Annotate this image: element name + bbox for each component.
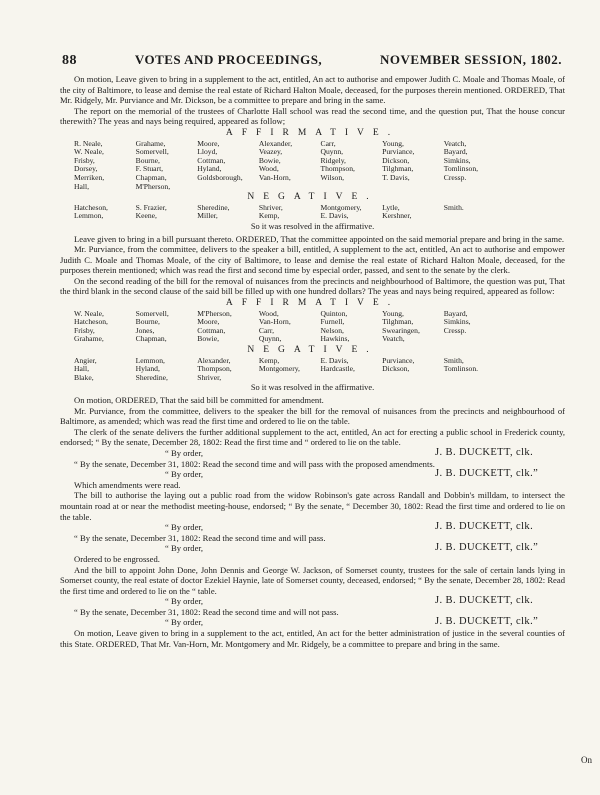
voter-name: Veatch,	[443, 138, 467, 148]
clerk-name: J. B. DUCKETT, clk.	[435, 446, 534, 458]
voter-name	[505, 365, 565, 374]
signature-line	[60, 596, 565, 607]
voter-name: Dorsey,	[74, 164, 98, 174]
voter-name	[505, 174, 565, 183]
voter-name: W. Neale,	[74, 308, 104, 318]
voter-name: Lemmon,	[135, 355, 165, 365]
voter-name: R. Neale,	[74, 138, 103, 148]
voter-name: Bayard,	[443, 147, 468, 157]
voter-name: M'Pherson,	[135, 181, 171, 191]
voter-name: Veatch,	[382, 334, 405, 344]
negative-heading: NEGATIVE.	[247, 345, 378, 356]
voter-name: Purviance,	[382, 355, 415, 365]
voter-name	[321, 374, 381, 383]
voter-name: Keene,	[135, 211, 157, 221]
voter-name: Hall,	[74, 181, 89, 191]
voter-name: Hardcastle,	[320, 364, 355, 374]
voter-name: Shriver,	[197, 372, 222, 382]
by-order: “ By order,	[165, 522, 204, 533]
page-title: VOTES AND PROCEEDINGS,	[134, 52, 323, 67]
voter-name: T. Davis,	[382, 172, 410, 182]
voter-name	[444, 374, 504, 383]
voter-name: Alexander,	[197, 355, 231, 365]
voter-name: Furnell,	[320, 317, 345, 327]
clerk-name: J. B. DUCKETT, clk.”	[435, 468, 539, 480]
voter-name: Shriver,	[258, 202, 283, 212]
voter-name: Tilghman,	[382, 164, 414, 174]
voter-name: Hyland,	[135, 364, 160, 374]
voter-name: Simkins,	[443, 155, 471, 165]
voter-name: Montgomery,	[258, 364, 300, 374]
by-order: “ By order,	[165, 469, 204, 480]
voter-name: Bourne,	[135, 317, 160, 327]
voter-name: Wood,	[258, 308, 279, 318]
paragraph: On motion, Leave given to bring in a supplement to the act, entitled, An act for the better administration of justice in the several counties of this State. ORDERED, That Mr. Van-Horn, Mr. Montgomery and Mr. Ridgely, be a committee to prepare and bring in the same.	[60, 628, 565, 649]
voter-name: Nelson,	[320, 325, 344, 335]
voter-name: Tilghman,	[382, 317, 414, 327]
signature-line	[60, 617, 565, 628]
voter-name: Swearingen,	[382, 325, 420, 335]
voter-name	[505, 212, 565, 221]
negative-heading: NEGATIVE.	[247, 192, 378, 203]
voter-name: Carr,	[320, 138, 336, 148]
voter-name: Thompson,	[320, 164, 355, 174]
voter-name: Hawkins,	[320, 334, 350, 344]
voter-name: Bayard,	[443, 308, 468, 318]
affirmative-heading: AFFIRMATIVE.	[225, 127, 400, 138]
catchword: On	[581, 755, 592, 765]
paragraph: The bill to authorise the laying out a public road from the widow Robinson's gate across Randall and Dobbin's milldam, to intersect the mountain road at or near the methodist meeting-house, endorsed; “ By the senate, “ December 30, 1802: Read the first time and ordered to lie on the table.	[60, 490, 565, 522]
voter-name: Smith.	[443, 202, 464, 212]
voter-name: Merriken,	[74, 172, 105, 182]
signature-line	[60, 469, 565, 480]
signature-line	[60, 522, 565, 533]
voter-name	[197, 183, 257, 192]
voter-name: Cottman,	[197, 155, 226, 165]
voter-name: Smith,	[443, 355, 464, 365]
by-order: “ By order,	[165, 617, 204, 628]
voter-name: Hyland,	[197, 164, 222, 174]
voter-name: Tomlinson,	[443, 164, 479, 174]
vote2-negative-names	[74, 357, 565, 383]
voter-name: Van-Horn,	[258, 317, 291, 327]
voter-name	[505, 335, 565, 344]
voter-name	[505, 148, 565, 157]
voter-name: Bowie,	[258, 155, 281, 165]
voter-name: Miller,	[197, 211, 218, 221]
voter-name: F. Stuart,	[135, 164, 164, 174]
voter-name: Veazey,	[258, 147, 283, 157]
voter-name: Angier,	[74, 355, 97, 365]
voter-name: Purviance,	[382, 147, 415, 157]
vote2-affirmative-names	[74, 310, 565, 344]
page-body	[60, 74, 565, 649]
voter-name: Goldsborough,	[197, 172, 243, 182]
voter-name: Moore,	[197, 317, 220, 327]
voter-name: Tomlinson.	[443, 364, 479, 374]
voter-name	[505, 183, 565, 192]
paragraph: And the bill to appoint John Done, John Dennis and George W. Jackson, of Somerset county, trustees for the sale of certain lands lying in Somerset county, the real estate of doctor Ezekiel Haynie, late of Somerset county, deceased, endorsed; “ By the senate, December 28, 1802: Read the first time and ordered to lie on the “ table.	[60, 564, 565, 596]
paragraph: “ By the senate, December 31, 1802: Read the second time and will pass.	[74, 532, 326, 543]
by-order: “ By order,	[165, 543, 204, 554]
voter-name: Thompson,	[197, 364, 232, 374]
voter-name: Quynn,	[320, 147, 344, 157]
voter-name: Wood,	[258, 164, 279, 174]
voter-name: Montgomery,	[320, 202, 362, 212]
voter-name: Lemmon,	[74, 211, 104, 221]
voter-name: M'Pherson,	[197, 308, 232, 318]
voter-name: Simkins,	[443, 317, 471, 327]
voter-name: Ridgely,	[320, 155, 346, 165]
voter-name: Hatcheson,	[74, 317, 108, 327]
voter-name	[259, 183, 319, 192]
page-header	[62, 52, 562, 69]
voter-name	[259, 374, 319, 383]
paragraph: Mr. Purviance, from the committee, delivers to the speaker a bill, entitled, A supplement to the act, entitled, An act to authorise and empower Judith C. Moale and Thomas Moale, of the city of Baltimore, to lease and demise the real estate of Richard Halton Moale, deceased, for the purposes therein mentioned; which was read the first and second time by especial order, passed, and sent to the senate by the clerk.	[60, 244, 565, 276]
voter-name: Somervell,	[135, 308, 169, 318]
paragraph: On motion, ORDERED, That the said bill be committed for amendment.	[74, 395, 324, 405]
signature-line	[60, 543, 565, 554]
paragraph: On motion, Leave given to bring in a supplement to the act, entitled, An act to authorise and empower Judith C. Moale and Thomas Moale, of the city of Baltimore, to lease and demise the real estate of Richard Halton Moale, deceased, for the purposes therein mentioned. ORDERED, That Mr. Ridgely, Mr. Purviance and Mr. Dickson, be a committee to prepare and bring in the same.	[60, 74, 565, 106]
voter-name: Van-Horn,	[258, 172, 291, 182]
clerk-name: J. B. DUCKETT, clk.”	[435, 542, 539, 554]
voter-name	[505, 310, 565, 319]
voter-name: Quinton,	[320, 308, 348, 318]
paragraph: The clerk of the senate delivers the further additional supplement to the act, entitled, An act for erecting a public school in Frederick county, endorsed; “ By the senate, December 28, 1802: Read the first time and “ ordered to lie on the table.	[60, 426, 565, 448]
paragraph: “ By the senate, December 31, 1802: Read the second time and will pass with the proposed amendments.	[74, 458, 435, 469]
voter-name	[505, 157, 565, 166]
voter-name: Lytle,	[382, 202, 400, 212]
voter-name: Lloyd,	[197, 147, 218, 157]
paragraph: On the second reading of the bill for the removal of nuisances from the precincts and neighbourhood of Baltimore, the question was put, That the third blank in the second clause of the said bill be filled up with one hundred dollars? The yeas and nays being required, appeared as follow:	[60, 275, 565, 297]
voter-name: Grahame,	[74, 334, 104, 344]
voter-name: E. Davis,	[320, 211, 349, 221]
resolved-line: So it was resolved in the affirmative.	[250, 221, 375, 231]
voter-name	[505, 357, 565, 366]
clerk-name: J. B. DUCKETT, clk.”	[435, 616, 539, 628]
paragraph: Ordered to be engrossed.	[74, 553, 160, 564]
voter-name: Wilson,	[320, 172, 345, 182]
voter-name: S. Frazier,	[135, 202, 167, 212]
voter-name: Chapman,	[135, 172, 167, 182]
voter-name	[444, 183, 504, 192]
voter-name: Cressp.	[443, 172, 467, 182]
voter-name	[444, 335, 504, 344]
voter-name	[505, 318, 565, 327]
voter-name: Cressp.	[443, 325, 467, 335]
paragraph: Leave given to bring in a bill pursuant thereto. ORDERED, That the committee appointed on the said memorial prepare and bring in the same.	[74, 233, 565, 244]
paragraph: “ By the senate, December 31, 1802: Read the second time and will not pass.	[74, 606, 339, 617]
paragraph: The report on the memorial of the trustees of Charlotte Hall school was read the second time, and the question put, That the house concur therewith? The yeas and nays being required, appeared as follow;	[60, 105, 565, 127]
voter-name	[505, 140, 565, 149]
voter-name	[505, 374, 565, 383]
clerk-name: J. B. DUCKETT, clk.	[435, 595, 534, 607]
vote1-affirmative-names	[74, 140, 565, 192]
session-label: NOVEMBER SESSION, 1802.	[380, 52, 562, 67]
voter-name: Bourne,	[135, 155, 160, 165]
by-order: “ By order,	[165, 596, 204, 607]
voter-name: Sheredine,	[135, 372, 168, 382]
voter-name: Alexander,	[258, 138, 293, 148]
voter-name: Kemp,	[258, 211, 280, 221]
voter-name: Dickson,	[382, 155, 410, 165]
voter-name: Dickson,	[382, 364, 410, 374]
voter-name	[382, 183, 442, 192]
voter-name	[444, 212, 504, 221]
page-number: 88	[62, 53, 77, 68]
voter-name: Cottman,	[197, 325, 226, 335]
voter-name: E. Davis,	[320, 355, 349, 365]
voter-name: Hatcheson,	[74, 202, 108, 212]
voter-name: Moore,	[197, 138, 220, 148]
voter-name: Blake,	[74, 372, 94, 382]
voter-name	[505, 165, 565, 174]
voter-name	[505, 204, 565, 213]
by-order: “ By order,	[165, 447, 204, 458]
voter-name: Somervell,	[135, 147, 169, 157]
voter-name: Young,	[382, 138, 404, 148]
voter-name	[505, 327, 565, 336]
voter-name: Kemp,	[258, 355, 280, 365]
voter-name: Quynn,	[258, 334, 282, 344]
voter-name: Grahame,	[135, 138, 166, 148]
paragraph: Mr. Purviance, from the committee, delivers to the speaker the bill for the removal of nuisances from the precincts and neighbourhood of Baltimore, as amended; which was read the first time and ordered to lie on the table.	[60, 405, 565, 427]
voter-name: Hall,	[74, 364, 89, 374]
signature-line	[60, 448, 565, 459]
voter-name: Jones,	[135, 325, 155, 335]
vote1-negative-names	[74, 204, 565, 221]
voter-name: Frisby,	[74, 325, 95, 335]
voter-name: Carr,	[258, 325, 274, 335]
resolved-line: So it was resolved in the affirmative.	[250, 383, 375, 393]
voter-name: Sheredine,	[197, 202, 230, 212]
paragraph: Which amendments were read.	[74, 479, 181, 490]
voter-name: W. Neale,	[74, 147, 104, 157]
clerk-name: J. B. DUCKETT, clk.	[435, 521, 534, 533]
voter-name: Kershner,	[382, 211, 412, 221]
voter-name: Young,	[382, 308, 404, 318]
voter-name	[382, 374, 442, 383]
voter-name	[321, 183, 381, 192]
voter-name: Bowie,	[197, 334, 219, 344]
voter-name: Chapman,	[135, 334, 167, 344]
voter-name: Frisby,	[74, 155, 95, 165]
affirmative-heading: AFFIRMATIVE.	[225, 298, 400, 309]
